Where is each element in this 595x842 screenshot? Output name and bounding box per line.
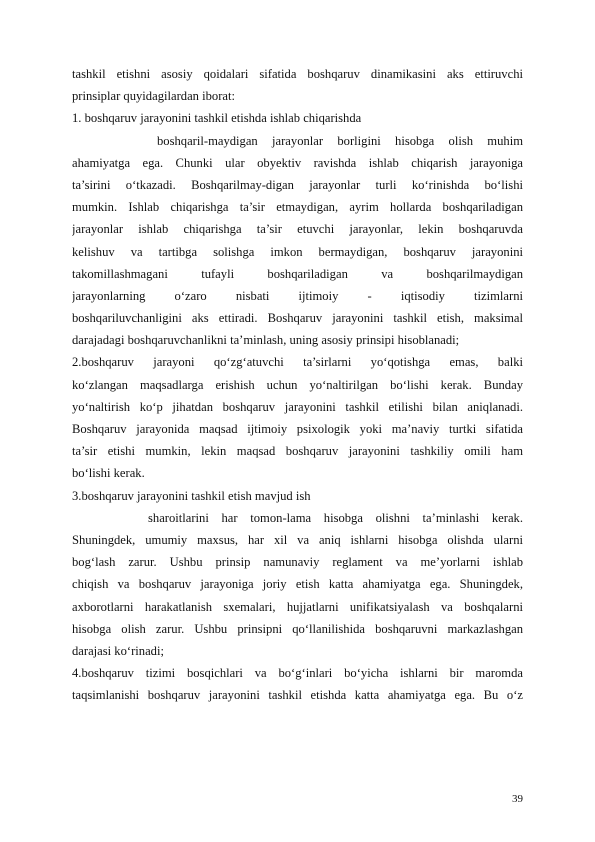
text-line: axborotlarni harakatlanish sxemalari, hujjatlarni unifikatsiyalash va boshqalarni — [72, 599, 523, 614]
text-line: darajadagi boshqaruvchanlikni ta’minlash, uning asosiy prinsipi hisoblanadi; — [72, 333, 460, 348]
text-line: prinsiplar quyidagilardan iborat: — [72, 89, 235, 104]
text-line: ta’sirini o‘tkazadi. Boshqarilmay-digan jarayonlar turli ko‘rinishda bo‘lishi — [72, 177, 523, 192]
text-line: kelishuv va tartibga solishga imkon bermaydigan, boshqaruv jarayonini — [72, 244, 523, 259]
text-line: 2.boshqaruv jarayoni qo‘zg‘atuvchi ta’sirlarni yo‘qotishga emas, balki — [72, 355, 523, 370]
text-line: jarayonlar ishlab chiqarishga ta’sir etuvchi jarayonlar, lekin boshqaruvda — [72, 222, 523, 237]
text-line: taqsimlanishi boshqaruv jarayonini tashkil etishda katta ahamiyatga ega. Bu o‘z — [72, 688, 523, 703]
text-line: mumkin. Ishlab chiqarishga ta’sir etmaydigan, ayrim hollarda boshqariladigan — [72, 200, 523, 215]
text-line: jarayonlarning o‘zaro nisbati ijtimoiy - iqtisodiy tizimlarni — [72, 288, 523, 303]
text-line: boshqaril-maydigan jarayonlar borligini hisobga olish muhim — [157, 133, 523, 148]
text-line: Shuningdek, umumiy maxsus, har xil va aniq ishlarni hisobga olishda ularni — [72, 532, 523, 547]
text-line: bo‘lishi kerak. — [72, 466, 145, 481]
text-line: ta’sir etishi mumkin, lekin maqsad boshqaruv jarayonini tashkiliy omili ham — [72, 444, 523, 459]
text-line: chiqish va boshqaruv jarayoniga joriy etish katta ahamiyatga ega. Shuningdek, — [72, 577, 523, 592]
document-body — [72, 63, 523, 706]
text-line: bog‘lash zarur. Ushbu prinsip namunaviy reglament va me’yorlarni ishlab — [72, 555, 523, 570]
text-line: darajasi ko‘rinadi; — [72, 643, 164, 658]
text-line: 4.boshqaruv tizimi bosqichlari va bo‘g‘inlari bo‘yicha ishlarni bir maromda — [72, 666, 523, 681]
text-line: takomillashmagani tufayli boshqariladigan va boshqarilmaydigan — [72, 266, 523, 281]
page-number: 39 — [512, 793, 523, 805]
text-line: yo‘naltirish ko‘p jihatdan boshqaruv jarayonini tashkil etilishi bilan aniqlanadi. — [72, 399, 523, 414]
text-line: hisobga olish zarur. Ushbu prinsipni qo‘llanilishida boshqaruvni markazlashgan — [72, 621, 523, 636]
text-line: boshqariluvchanligini aks ettiradi. Boshqaruv jarayonini tashkil etish, maksimal — [72, 311, 523, 326]
text-line: 1. boshqaruv jarayonini tashkil etishda ishlab chiqarishda — [72, 111, 362, 126]
text-line: tashkil etishni asosiy qoidalari sifatida boshqaruv dinamikasini aks ettiruvchi — [72, 67, 523, 81]
text-line: sharoitlarini har tomon-lama hisobga olishni ta’minlashi kerak. — [148, 510, 523, 525]
text-line: Boshqaruv jarayonida maqsad ijtimoiy psixologik yoki ma’naviy turtki sifatida — [72, 422, 523, 436]
text-line: 3.boshqaruv jarayonini tashkil etish mavjud ish — [72, 488, 311, 503]
text-line: ko‘zlangan maqsadlarga erishish uchun yo‘naltirilgan bo‘lishi kerak. Bunday — [72, 377, 523, 392]
text-line: ahamiyatga ega. Chunki ular obyektiv ravishda ishlab chiqarish jarayoniga — [72, 155, 523, 170]
